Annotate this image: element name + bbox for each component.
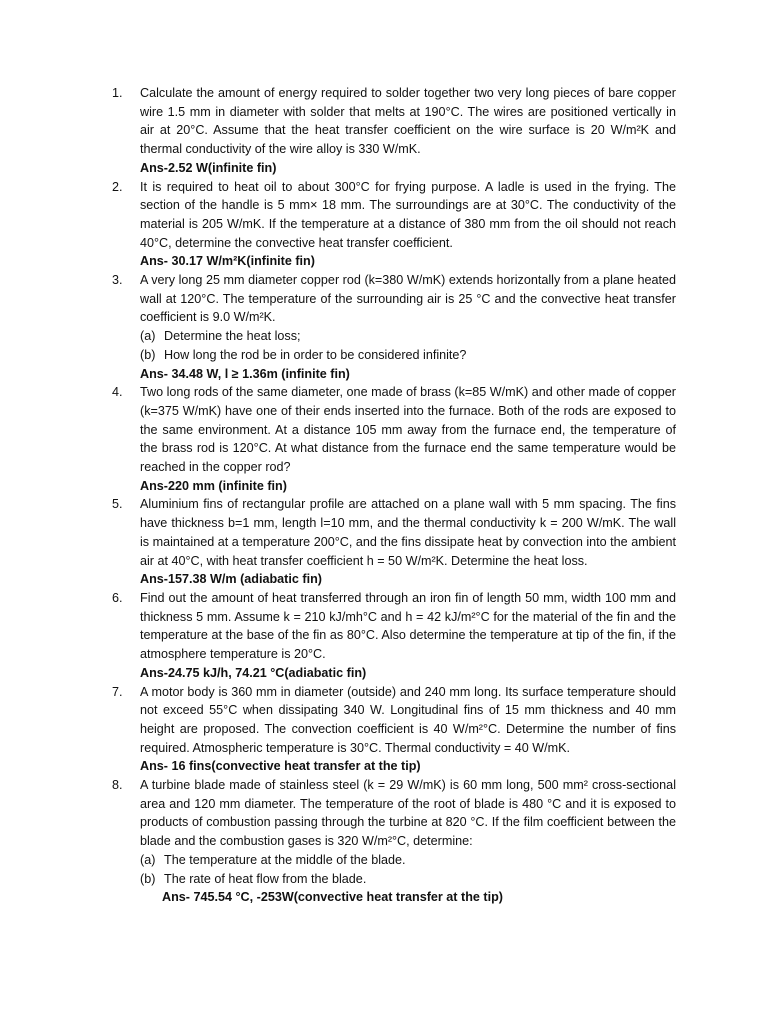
sub-question-label: (a)	[140, 852, 156, 867]
answer: Ans-2.52 W(infinite fin)	[140, 160, 277, 175]
answer: Ans- 34.48 W, l ≥ 1.36m (infinite fin)	[140, 366, 350, 381]
question-number: 3.	[112, 273, 123, 288]
question-number: 2.	[112, 179, 123, 194]
question-text: A very long 25 mm diameter copper rod (k=380 W/mK) extends horizontally from a plane heated wall at 120°C. The temperature of the surrounding air is 25 °C and the convective heat transfer coefficient is 9.0 W/m²K.	[140, 273, 676, 325]
sub-question-text: The rate of heat flow from the blade.	[164, 871, 367, 886]
answer: Ans-24.75 kJ/h, 74.21 °C(adiabatic fin)	[140, 665, 367, 680]
question-2	[112, 178, 676, 272]
question-8	[112, 776, 676, 907]
sub-question	[140, 346, 676, 365]
sub-question-label: (b)	[140, 347, 156, 362]
question-number: 8.	[112, 778, 123, 793]
question-1	[112, 84, 676, 178]
question-text: A turbine blade made of stainless steel (k = 29 W/mK) is 60 mm long, 500 mm² cross-sectional area and 120 mm diameter. The temperature of the root of blade is 480 °C and it is exposed to products of combustion passing through the turbine at 820 °C. If the film coefficient between the blade and the combustion gases is 320 W/m²°C, determine:	[140, 778, 676, 849]
sub-question-text: Determine the heat loss;	[164, 329, 301, 344]
question-7	[112, 683, 676, 777]
question-text: Two long rods of the same diameter, one made of brass (k=85 W/mK) and other made of copper (k=375 W/mK) have one of their ends inserted into the furnace. Both of the rods are exposed to the same environment. At a distance 105 mm away from the furnace end, the temperature of the brass rod is 120°C. At what distance from the furnace end the same temperature would be reached in the copper rod?	[140, 385, 676, 475]
question-text: A motor body is 360 mm in diameter (outside) and 240 mm long. Its surface temperature should not exceed 55°C when dissipating 340 W. Longitudinal fins of 15 mm thickness and 40 mm height are proposed. The convection coefficient is 40 W/m²°C. Determine the number of fins required. Atmospheric temperature is 30°C. Thermal conductivity = 40 W/mK.	[140, 684, 676, 755]
answer: Ans- 16 fins(convective heat transfer at the tip)	[140, 759, 421, 774]
sub-question	[140, 870, 676, 889]
question-5	[112, 495, 676, 589]
sub-question-label: (b)	[140, 871, 156, 886]
sub-question-text: How long the rod be in order to be considered infinite?	[164, 347, 467, 362]
question-number: 7.	[112, 684, 123, 699]
question-3	[112, 271, 676, 383]
sub-question-label: (a)	[140, 329, 156, 344]
sub-question	[140, 327, 676, 346]
answer: Ans- 30.17 W/m²K(infinite fin)	[140, 254, 315, 269]
question-number: 6.	[112, 590, 123, 605]
question-text: Find out the amount of heat transferred through an iron fin of length 50 mm, width 100 mm and thickness 5 mm. Assume k = 210 kJ/mh°C and h = 42 kJ/m²°C for the material of the fin and the temperature at the base of the fin as 80°C. Also determine the temperature at tip of the fin, if the atmosphere temperature is 20°C.	[140, 590, 676, 662]
question-text: Aluminium fins of rectangular profile are attached on a plane wall with 5 mm spacing. The fins have thickness b=1 mm, length l=10 mm, and the thermal conductivity k = 200 W/mK. The wall is maintained at a temperature 200°C, and the fins dissipate heat by convection into the ambient air at 40°C, with heat transfer coefficient h = 50 W/m²K. Determine the heat loss.	[140, 497, 676, 568]
answer: Ans-220 mm (infinite fin)	[140, 478, 287, 493]
question-number: 5.	[112, 497, 123, 512]
sub-question-text: The temperature at the middle of the blade.	[164, 852, 406, 867]
question-number: 4.	[112, 385, 123, 400]
answer: Ans- 745.54 °C, -253W(convective heat transfer at the tip)	[162, 890, 503, 905]
question-text: It is required to heat oil to about 300°C for frying purpose. A ladle is used in the frying. The section of the handle is 5 mm× 18 mm. The surroundings are at 30°C. The conductivity of the material is 205 W/mK. If the temperature at a distance of 380 mm from the oil should not reach 40°C, determine the convective heat transfer coefficient.	[140, 179, 676, 250]
question-4	[112, 383, 676, 495]
sub-question	[140, 851, 676, 870]
question-text: Calculate the amount of energy required to solder together two very long pieces of bare copper wire 1.5 mm in diameter with solder that melts at 190°C. The wires are positioned vertically in air at 20°C. Assume that the heat transfer coefficient on the wire surface is 20 W/m²K and thermal conductivity of the wire alloy is 330 W/mK.	[140, 86, 676, 157]
question-number: 1.	[112, 86, 123, 100]
problem-list	[112, 84, 676, 907]
answer: Ans-157.38 W/m (adiabatic fin)	[140, 572, 322, 587]
question-6	[112, 589, 676, 683]
